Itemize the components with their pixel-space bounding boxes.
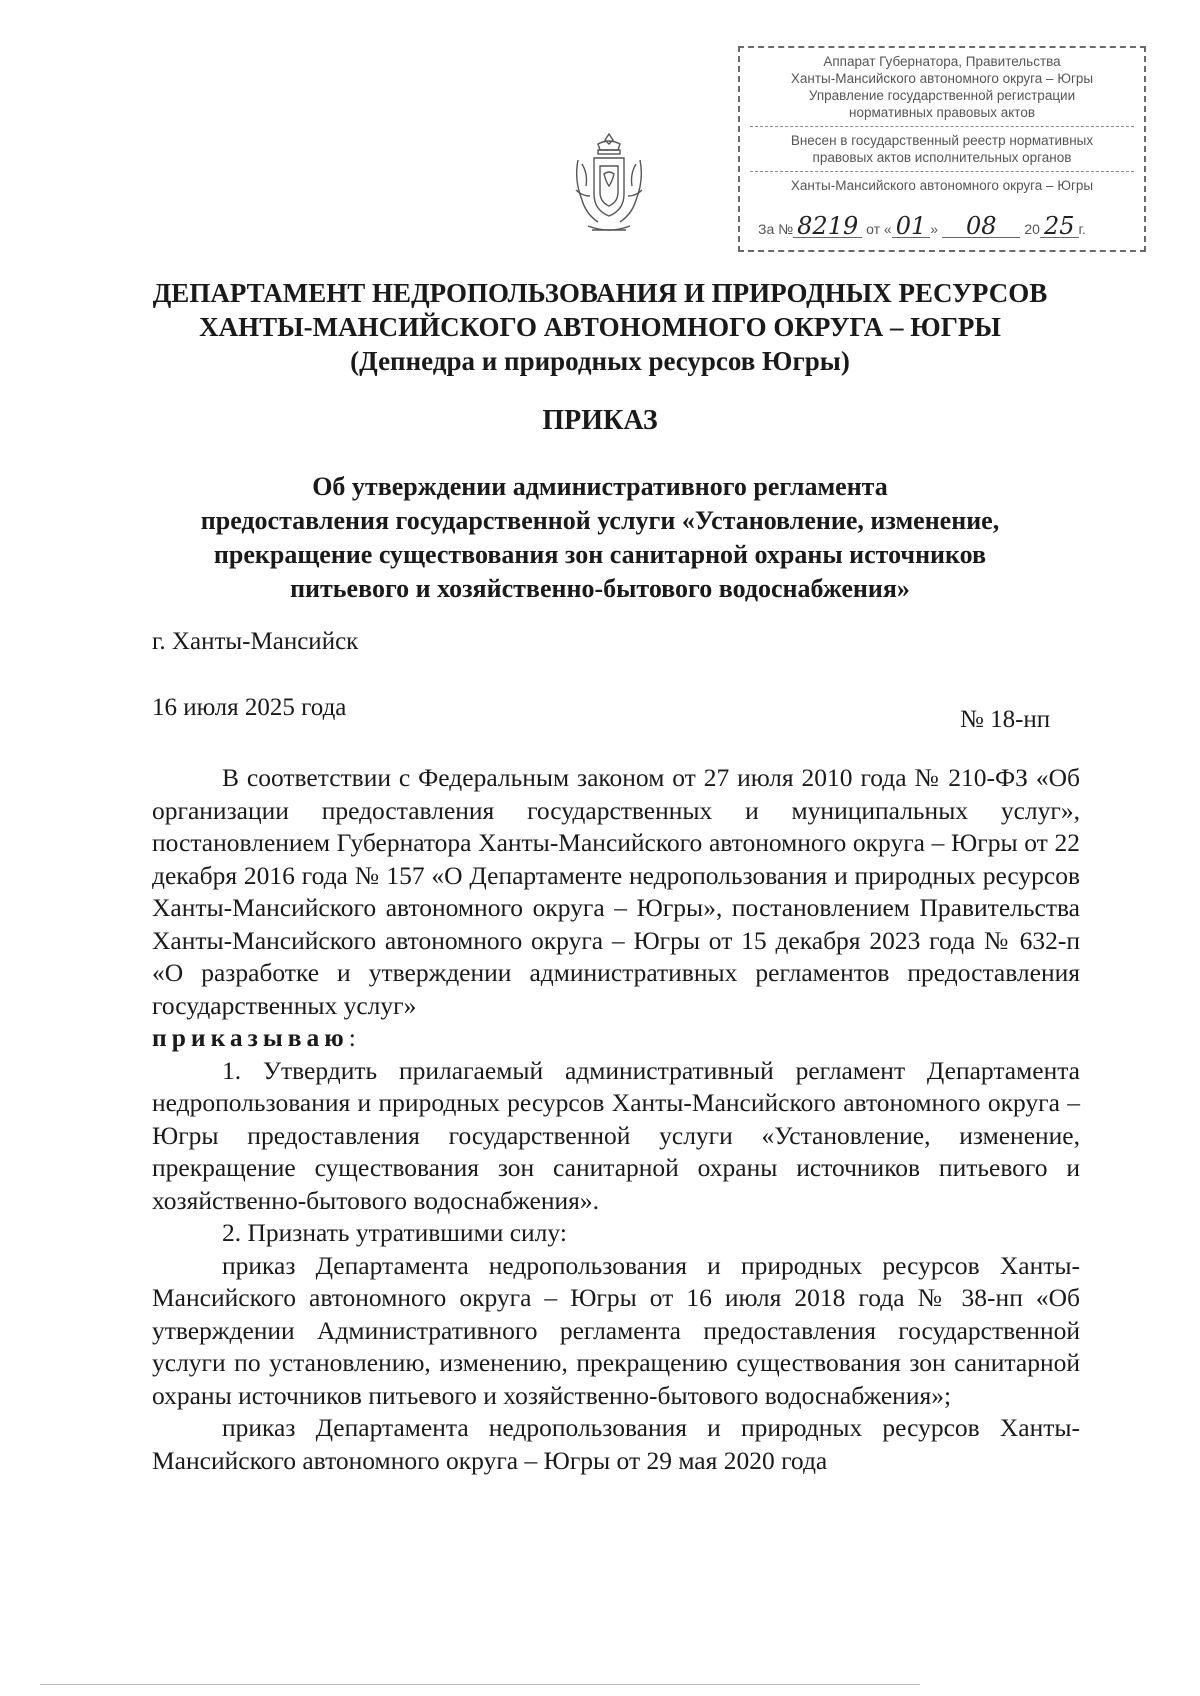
registration-stamp [738, 46, 1146, 252]
order-number: № 18-нп [960, 706, 1051, 733]
page-bottom-rule [40, 1684, 920, 1685]
place-of-issue: г. Ханты-Мансийск [152, 628, 359, 655]
stamp-reg-suffix: г. [1078, 221, 1086, 237]
order-subject-line: прекращение существования зон санитарной охраны источников [213, 540, 987, 569]
order-subject-line: предоставления государственной услуги «Установление, изменение, [200, 506, 1000, 535]
stamp-reg-number: 8219 [793, 215, 862, 238]
department-title-line: ХАНТЫ-МАНСИЙСКОГО АВТОНОМНОГО ОКРУГА – ЮГРЫ [199, 312, 1001, 342]
stamp-reg-year-prefix: 20 [1024, 221, 1040, 237]
stamp-reg-month: 08 [942, 215, 1021, 238]
stamp-line: Управление государственной регистрации [808, 88, 1076, 103]
order-word-colon: : [348, 1023, 356, 1052]
stamp-divider [750, 171, 1134, 172]
stamp-line: Ханты-Мансийского автономного округа – Югры [790, 71, 1094, 86]
stamp-line: нормативных правовых актов [848, 105, 1036, 120]
order-subject [0, 470, 1200, 606]
stamp-line: Внесен в государственный реестр нормативных [790, 133, 1094, 148]
body-paragraph: приказ Департамента недропользования и природных ресурсов Ханты-Мансийского автономного округа – Югры от 16 июля 2018 года № 38-нп «Об утверждении Административного регламента предоставления государственной услуги по установлению, изменению, прекращению существования зон санитарной охраны источников питьевого и хозяйственно-бытового водоснабжения»; [152, 1250, 1080, 1410]
body-paragraph-order-word [152, 1022, 1080, 1055]
stamp-divider [750, 126, 1134, 127]
stamp-line: правовых актов исполнительных органов [812, 150, 1072, 165]
order-date: 16 июля 2025 года [152, 694, 347, 721]
stamp-reg-day: 01 [892, 215, 931, 238]
department-title-line: ДЕПАРТАМЕНТ НЕДРОПОЛЬЗОВАНИЯ И ПРИРОДНЫХ РЕСУРСОВ [152, 278, 1048, 308]
stamp-line: Ханты-Мансийского автономного округа – Югры [790, 178, 1094, 193]
document-type: ПРИКАЗ [542, 405, 658, 436]
body-paragraph: 1. Утвердить прилагаемый административный регламент Департамента недропользования и природных ресурсов Ханты-Мансийского автономного округа – Югры предоставления государственной услуги «Установление, изменение, прекращение существования зон санитарной охраны источников питьевого и хозяйственно-бытового водоснабжения». [152, 1055, 1080, 1215]
order-subject-line: Об утверждении административного регламента [312, 472, 888, 501]
stamp-reg-prefix: За № [758, 221, 794, 237]
stamp-reg-quote: » [930, 221, 939, 237]
department-short-name: (Депнедра и природных ресурсов Югры) [350, 346, 850, 376]
body-paragraph: приказ Департамента недропользования и природных ресурсов Ханты-Мансийского автономного округа – Югры от 29 мая 2020 года [152, 1413, 1080, 1475]
coat-of-arms-icon [568, 130, 650, 238]
stamp-line: Аппарат Губернатора, Правительства [823, 54, 1061, 69]
stamp-registration-line [758, 212, 1134, 240]
order-body [152, 762, 1080, 1477]
stamp-reg-year: 25 [1040, 215, 1079, 238]
order-subject-line: питьевого и хозяйственно-бытового водоснабжения» [290, 574, 910, 603]
department-title [0, 276, 1200, 378]
order-word: приказываю [152, 1023, 349, 1052]
body-paragraph: В соответствии с Федеральным законом от 27 июля 2010 года № 210-ФЗ «Об организации предоставления государственных и муниципальных услуг», постановлением Губернатора Ханты-Мансийского автономного округа – Югры от 22 декабря 2016 года № 157 «О Департаменте недропользования и природных ресурсов Ханты-Мансийского автономного округа – Югры», постановлением Правительства Ханты-Мансийского автономного округа – Югры от 15 декабря 2023 года № 632-п «О разработке и утверждении административных регламентов предоставления государственных услуг» [152, 763, 1080, 1020]
stamp-reg-ot: от « [866, 221, 892, 237]
body-paragraph: 2. Признать утратившими силу: [222, 1218, 567, 1247]
